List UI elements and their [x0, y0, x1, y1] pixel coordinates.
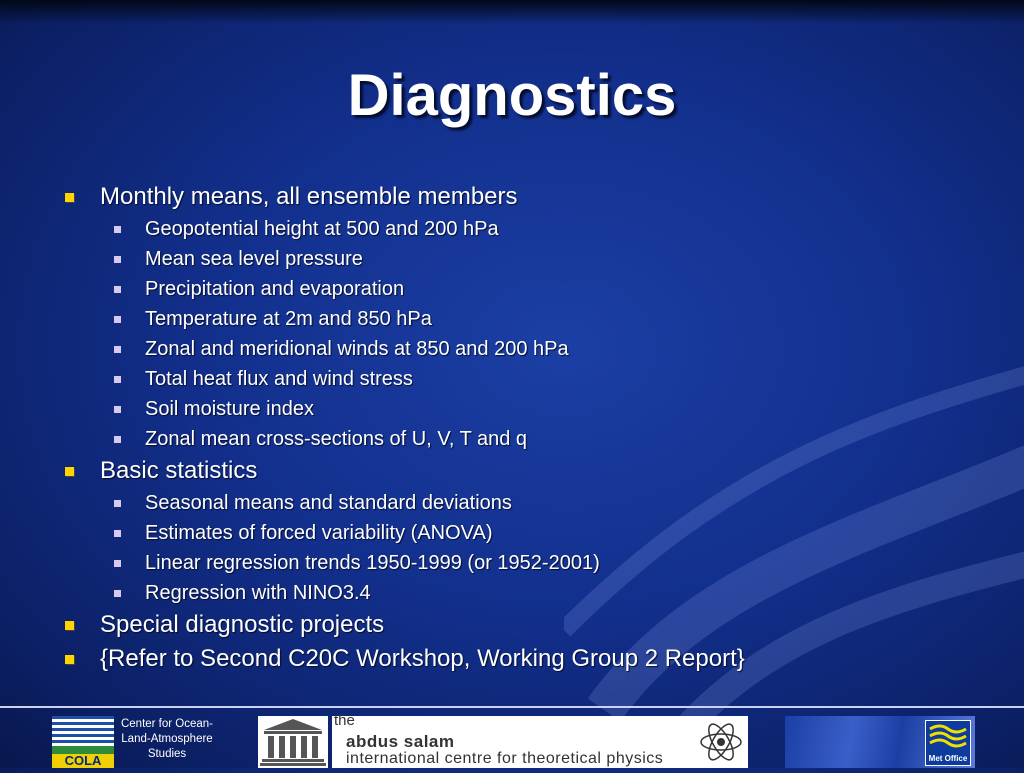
sub-bullet-text: Zonal mean cross-sections of U, V, T and q — [145, 428, 528, 450]
met-office-badge — [925, 720, 971, 766]
square-bullet-icon — [65, 467, 74, 476]
square-bullet-icon — [114, 316, 121, 323]
sub-bullet-item — [60, 334, 1000, 364]
atom-icon — [694, 716, 748, 768]
iaea-logo — [694, 716, 748, 768]
sub-bullet-item — [60, 274, 1000, 304]
sub-bullet-item — [60, 578, 1000, 608]
temple-icon — [258, 716, 328, 768]
sub-bullet-text: Mean sea level pressure — [145, 248, 363, 270]
cola-waves-graphic — [52, 716, 114, 746]
sub-bullet-item — [60, 304, 1000, 334]
top-shadow-band — [0, 0, 1024, 24]
bullet-text: Monthly means, all ensemble members — [100, 183, 518, 210]
ictp-name-line1: abdus salam — [346, 732, 455, 751]
sub-bullet-item — [60, 214, 1000, 244]
sub-bullet-text: Seasonal means and standard deviations — [145, 492, 512, 514]
ictp-the-text: the — [334, 712, 355, 729]
met-office-logo — [785, 716, 975, 768]
bullet-text: {Refer to Second C20C Workshop, Working Group 2 Report} — [100, 645, 745, 672]
bullet-item — [60, 180, 1000, 214]
square-bullet-icon — [114, 436, 121, 443]
unesco-logo — [258, 716, 328, 768]
sub-bullet-text: Regression with NINO3.4 — [145, 582, 371, 604]
square-bullet-icon — [65, 621, 74, 630]
sub-bullet-item — [60, 488, 1000, 518]
sub-bullet-item — [60, 424, 1000, 454]
square-bullet-icon — [65, 655, 74, 664]
square-bullet-icon — [114, 406, 121, 413]
sub-bullet-item — [60, 548, 1000, 578]
sub-bullet-text: Estimates of forced variability (ANOVA) — [145, 522, 493, 544]
square-bullet-icon — [114, 346, 121, 353]
sub-bullet-item — [60, 244, 1000, 274]
met-office-waves-icon — [926, 721, 970, 751]
cola-logo — [52, 716, 114, 768]
square-bullet-icon — [114, 530, 121, 537]
bullet-item — [60, 454, 1000, 488]
square-bullet-icon — [114, 560, 121, 567]
sub-bullet-text: Geopotential height at 500 and 200 hPa — [145, 218, 499, 240]
sub-bullet-text: Temperature at 2m and 850 hPa — [145, 308, 432, 330]
bullet-list — [60, 180, 1000, 676]
cola-label: Center for Ocean-Land-Atmosphere Studies — [120, 718, 214, 760]
square-bullet-icon — [114, 286, 121, 293]
square-bullet-icon — [65, 193, 74, 202]
sub-bullet-item — [60, 364, 1000, 394]
sub-bullet-text: Precipitation and evaporation — [145, 278, 405, 300]
bullet-item — [60, 642, 1000, 676]
bullet-text: Basic statistics — [100, 457, 258, 484]
square-bullet-icon — [114, 590, 121, 597]
ictp-name-line2: international centre for theoretical physics — [346, 750, 664, 767]
square-bullet-icon — [114, 256, 121, 263]
met-office-text: Met Office — [928, 754, 968, 763]
footer-logo-strip — [0, 708, 1024, 768]
square-bullet-icon — [114, 376, 121, 383]
sub-bullet-text: Soil moisture index — [145, 398, 314, 420]
sub-bullet-item — [60, 518, 1000, 548]
bullet-text: Special diagnostic projects — [100, 611, 385, 638]
square-bullet-icon — [114, 226, 121, 233]
cola-logo-text: COLA — [52, 754, 114, 768]
bullet-item — [60, 608, 1000, 642]
sub-bullet-text: Total heat flux and wind stress — [145, 368, 413, 390]
sub-bullet-text: Zonal and meridional winds at 850 and 200 hPa — [145, 338, 569, 360]
ictp-logo — [332, 712, 694, 768]
sub-bullet-text: Linear regression trends 1950-1999 (or 1952-2001) — [145, 552, 600, 574]
slide-title: Diagnostics — [347, 63, 677, 128]
square-bullet-icon — [114, 500, 121, 507]
sub-bullet-item — [60, 394, 1000, 424]
